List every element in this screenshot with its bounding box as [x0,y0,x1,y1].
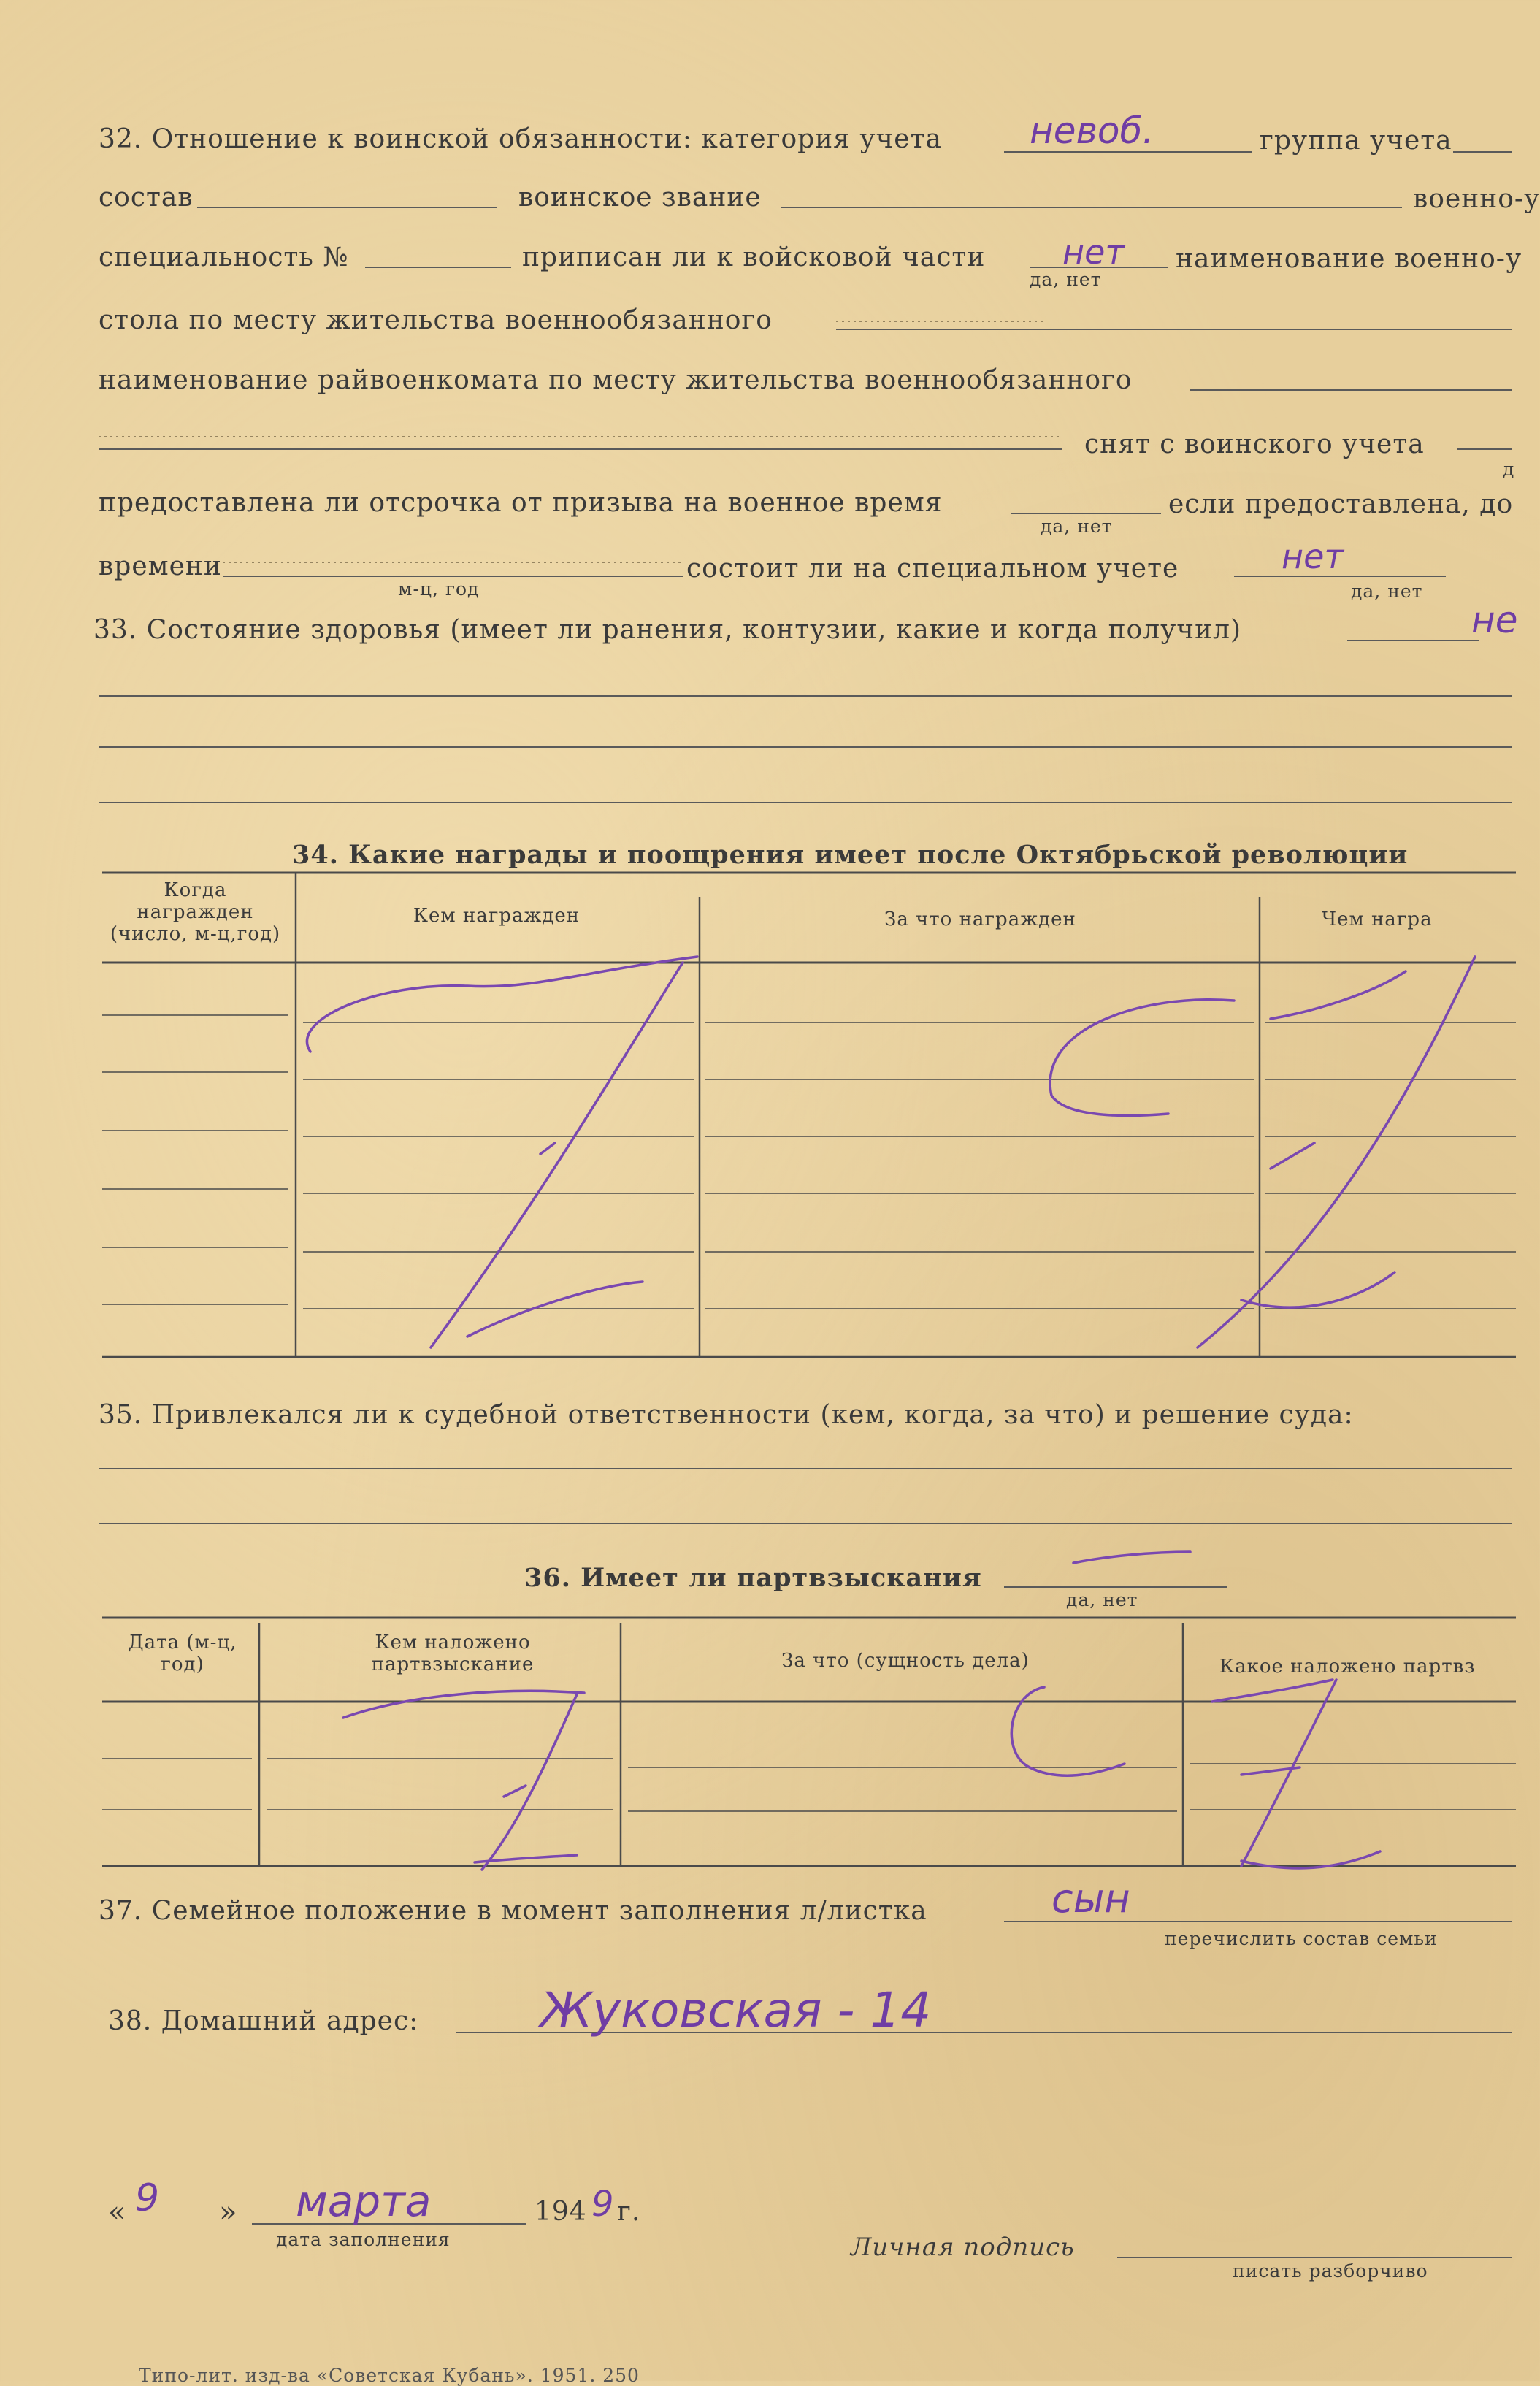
q32-deferral-hint: да, нет [1041,516,1113,537]
q33-label: 33. Состояние здоровья (имеет ли ранения, контузии, какие и когда получил) [93,615,1241,645]
signature-label: Личная подпись [851,2233,1075,2262]
signature-hint: писать разборчиво [1233,2260,1428,2282]
q32-line7-deferral: предоставлена ли отсрочка от призыва на военное время [99,488,943,518]
q32-hint-d: д [1503,459,1515,480]
footer-year-suffix: г. [617,2197,641,2227]
footer-quote-open: « [108,2195,127,2229]
q32-line6-deregistered: снят с воинского учета [1084,429,1425,459]
ink-c-reason [1050,1000,1234,1116]
ink-z-with-what [1198,957,1475,1347]
hw-category: невоб. [1030,110,1154,152]
hw-month: марта [296,2176,432,2226]
hw-year-digit: 9 [591,2184,614,2225]
ink-c-q36 [1011,1687,1125,1775]
q32-special-hint: да, нет [1351,581,1423,602]
q34-col-when: Когда награжден (число, м-ц,год) [110,879,281,945]
q36-col-by-whom: Кем наложено партвзыскание [371,1632,535,1675]
hw-day: 9 [135,2176,160,2220]
q34-col-for-what: За что награжден [884,909,1076,930]
q34-col-with-what: Чем награ [1322,909,1433,930]
q32-line8-special: состоит ли на специальном учете [686,554,1179,584]
q32-line5: наименование райвоенкомата по месту жительства военнообязанного [99,365,1133,395]
q34-table [102,873,1516,1357]
q32-line1-group-label: группа учета [1260,126,1452,156]
ink-strokes [307,957,1475,1870]
footer-quote-close: » [219,2195,238,2229]
printer-imprint: Типо-лит. изд-ва «Советская Кубань». 1951. 250 [139,2365,640,2386]
q37-hint: перечислить состав семьи [1165,1928,1438,1949]
q32-line4: стола по месту жительства военнообязанного [99,305,773,335]
q32-line8-time: времени [99,551,222,581]
q32-line3-unit: приписан ли к войсковой части [522,242,986,272]
q32-line2-rank: воинское звание [518,183,762,213]
hw-edge-mark: не [1471,599,1518,641]
q32-line7-until: если предоставлена, до [1168,489,1514,519]
q34-title: 34. Какие награды и поощрения имеет после Октябрьской революции [292,840,1409,870]
ink-dash-q36 [1073,1552,1190,1563]
q32-line3-vus-name: наименование военно-у [1176,244,1522,274]
hw-family: сын [1051,1875,1130,1922]
q32-line2-vus: военно-у [1413,184,1540,214]
q36-col-reason: За что (сущность дела) [781,1650,1030,1672]
q32-unit-hint: да, нет [1030,269,1102,290]
q36-title: 36. Имеет ли партвзыскания [524,1563,982,1593]
q32-line3-spec: специальность № [99,242,349,272]
q36-col-date: Дата (м-ц, год) [128,1632,237,1675]
q32-line1-label: 32. Отношение к воинской обязанности: категория учета [99,124,942,154]
hw-address: Жуковская - 14 [540,1982,932,2038]
q32-line2-sostav: состав [99,183,194,213]
q34-col-by-whom: Кем награжден [413,905,581,927]
q32-time-hint: м-ц, год [398,578,480,600]
q38-label: 38. Домашний адрес: [108,2006,419,2036]
ink-z-q36-right [1212,1680,1380,1868]
hw-unit: нет [1062,232,1125,272]
dotted-guides [99,321,1062,562]
q37-label: 37. Семейное положение в момент заполнения л/листка [99,1896,927,1926]
footer-date-hint: дата заполнения [276,2229,451,2250]
q36-hint: да, нет [1066,1589,1138,1610]
q36-col-type: Какое наложено партвз [1219,1656,1476,1678]
footer-year-prefix: 194 [535,2197,587,2227]
ink-z-q36-left [343,1691,584,1870]
q35-label: 35. Привлекался ли к судебной ответственности (кем, когда, за что) и решение суда: [99,1400,1354,1430]
ink-z-when-by-whom [307,957,697,1347]
hw-special: нет [1282,537,1344,576]
